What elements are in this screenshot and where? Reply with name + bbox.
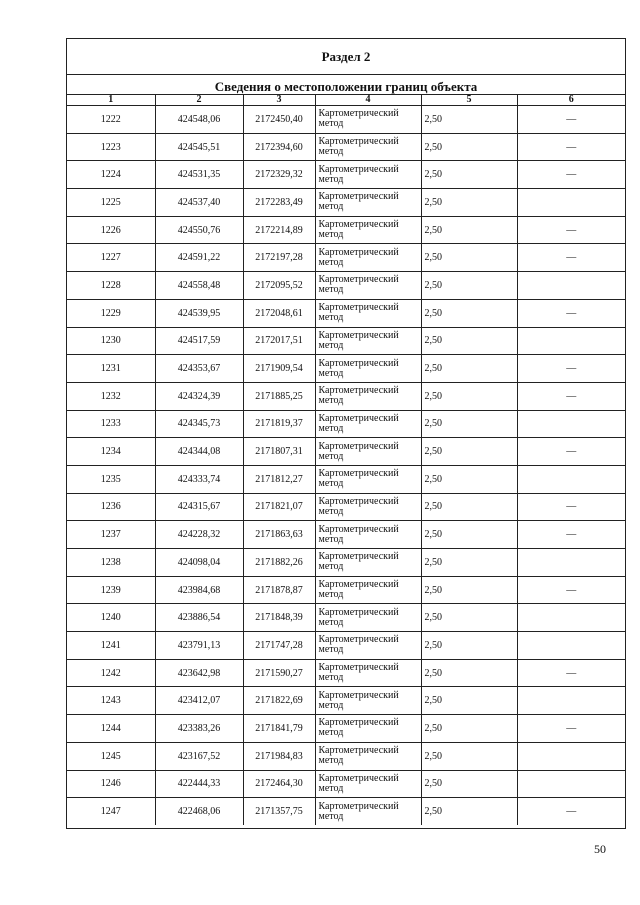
cell-note: —: [517, 715, 625, 743]
cell-point: 1232: [67, 382, 155, 410]
cell-x: 424539,95: [155, 299, 243, 327]
cell-method: Картометрический метод: [315, 549, 421, 577]
cell-x: 423984,68: [155, 576, 243, 604]
cell-y: 2172329,32: [243, 161, 315, 189]
cell-note: —: [517, 521, 625, 549]
table-row: [67, 687, 625, 715]
column-header: 3: [243, 95, 315, 106]
cell-note: [517, 549, 625, 577]
cell-point: 1230: [67, 327, 155, 355]
cell-point: 1244: [67, 715, 155, 743]
table-row: [67, 161, 625, 189]
cell-accuracy: 2,50: [421, 299, 517, 327]
cell-note: —: [517, 659, 625, 687]
cell-method: Картометрический метод: [315, 576, 421, 604]
cell-method: Картометрический метод: [315, 659, 421, 687]
cell-note: —: [517, 216, 625, 244]
cell-x: 424591,22: [155, 244, 243, 272]
cell-x: 424315,67: [155, 493, 243, 521]
cell-y: 2172450,40: [243, 106, 315, 134]
cell-note: —: [517, 438, 625, 466]
cell-x: 423886,54: [155, 604, 243, 632]
table-row: [67, 493, 625, 521]
table-row: [67, 299, 625, 327]
cell-x: 424531,35: [155, 161, 243, 189]
table-row: [67, 576, 625, 604]
cell-accuracy: 2,50: [421, 189, 517, 217]
cell-accuracy: 2,50: [421, 133, 517, 161]
cell-x: 424558,48: [155, 272, 243, 300]
cell-y: 2171909,54: [243, 355, 315, 383]
cell-y: 2171357,75: [243, 798, 315, 826]
cell-point: 1223: [67, 133, 155, 161]
cell-accuracy: 2,50: [421, 410, 517, 438]
cell-accuracy: 2,50: [421, 576, 517, 604]
cell-accuracy: 2,50: [421, 382, 517, 410]
cell-x: 424324,39: [155, 382, 243, 410]
cell-accuracy: 2,50: [421, 659, 517, 687]
cell-point: 1226: [67, 216, 155, 244]
cell-note: —: [517, 106, 625, 134]
cell-method: Картометрический метод: [315, 216, 421, 244]
cell-y: 2172095,52: [243, 272, 315, 300]
cell-y: 2171821,07: [243, 493, 315, 521]
cell-note: —: [517, 355, 625, 383]
cell-note: [517, 410, 625, 438]
table-row: [67, 798, 625, 826]
cell-accuracy: 2,50: [421, 770, 517, 798]
cell-point: 1233: [67, 410, 155, 438]
cell-method: Картометрический метод: [315, 742, 421, 770]
cell-method: Картометрический метод: [315, 382, 421, 410]
cell-point: 1227: [67, 244, 155, 272]
cell-x: 423791,13: [155, 632, 243, 660]
table-row: [67, 244, 625, 272]
column-header: 1: [67, 95, 155, 106]
cell-note: [517, 687, 625, 715]
table-row: [67, 632, 625, 660]
cell-method: Картометрический метод: [315, 770, 421, 798]
cell-y: 2171841,79: [243, 715, 315, 743]
cell-method: Картометрический метод: [315, 355, 421, 383]
cell-method: Картометрический метод: [315, 244, 421, 272]
table-body: [67, 106, 625, 826]
cell-y: 2172283,49: [243, 189, 315, 217]
cell-x: 423383,26: [155, 715, 243, 743]
cell-y: 2172464,30: [243, 770, 315, 798]
table-row: [67, 382, 625, 410]
cell-accuracy: 2,50: [421, 604, 517, 632]
table-row: [67, 438, 625, 466]
cell-x: 424545,51: [155, 133, 243, 161]
cell-note: —: [517, 576, 625, 604]
cell-x: 424548,06: [155, 106, 243, 134]
cell-accuracy: 2,50: [421, 549, 517, 577]
cell-x: 424333,74: [155, 465, 243, 493]
column-header: 2: [155, 95, 243, 106]
cell-accuracy: 2,50: [421, 715, 517, 743]
cell-method: Картометрический метод: [315, 493, 421, 521]
cell-point: 1239: [67, 576, 155, 604]
cell-note: [517, 465, 625, 493]
cell-y: 2172197,28: [243, 244, 315, 272]
cell-note: —: [517, 382, 625, 410]
cell-accuracy: 2,50: [421, 244, 517, 272]
table-row: [67, 410, 625, 438]
cell-point: 1222: [67, 106, 155, 134]
cell-y: 2171882,26: [243, 549, 315, 577]
cell-point: 1238: [67, 549, 155, 577]
cell-note: [517, 327, 625, 355]
cell-point: 1237: [67, 521, 155, 549]
cell-y: 2171984,83: [243, 742, 315, 770]
column-header: 6: [517, 95, 625, 106]
table-row: [67, 327, 625, 355]
cell-point: 1246: [67, 770, 155, 798]
cell-method: Картометрический метод: [315, 604, 421, 632]
cell-y: 2172214,89: [243, 216, 315, 244]
cell-y: 2172048,61: [243, 299, 315, 327]
cell-note: [517, 742, 625, 770]
cell-method: Картометрический метод: [315, 106, 421, 134]
cell-note: [517, 770, 625, 798]
document-frame: [66, 38, 626, 829]
table-header-row: [67, 95, 625, 106]
cell-point: 1235: [67, 465, 155, 493]
cell-y: 2171822,69: [243, 687, 315, 715]
cell-accuracy: 2,50: [421, 355, 517, 383]
table-row: [67, 742, 625, 770]
cell-method: Картометрический метод: [315, 521, 421, 549]
cell-point: 1242: [67, 659, 155, 687]
cell-accuracy: 2,50: [421, 632, 517, 660]
table-row: [67, 106, 625, 134]
cell-point: 1231: [67, 355, 155, 383]
cell-y: 2171885,25: [243, 382, 315, 410]
cell-y: 2172017,51: [243, 327, 315, 355]
cell-accuracy: 2,50: [421, 161, 517, 189]
cell-note: —: [517, 133, 625, 161]
cell-note: —: [517, 493, 625, 521]
cell-accuracy: 2,50: [421, 493, 517, 521]
cell-x: 422444,33: [155, 770, 243, 798]
cell-note: [517, 604, 625, 632]
section-subtitle: Сведения о местоположении границ объекта: [67, 75, 625, 95]
table-row: [67, 355, 625, 383]
cell-point: 1241: [67, 632, 155, 660]
column-header: 4: [315, 95, 421, 106]
cell-x: 424550,76: [155, 216, 243, 244]
cell-accuracy: 2,50: [421, 216, 517, 244]
boundary-table: [67, 95, 625, 825]
cell-x: 422468,06: [155, 798, 243, 826]
cell-y: 2172394,60: [243, 133, 315, 161]
cell-y: 2171747,28: [243, 632, 315, 660]
cell-accuracy: 2,50: [421, 327, 517, 355]
cell-note: [517, 272, 625, 300]
cell-point: 1236: [67, 493, 155, 521]
cell-note: —: [517, 299, 625, 327]
cell-x: 423412,07: [155, 687, 243, 715]
cell-note: —: [517, 798, 625, 826]
cell-x: 423167,52: [155, 742, 243, 770]
cell-accuracy: 2,50: [421, 742, 517, 770]
cell-method: Картометрический метод: [315, 798, 421, 826]
cell-point: 1228: [67, 272, 155, 300]
cell-x: 424353,67: [155, 355, 243, 383]
cell-method: Картометрический метод: [315, 438, 421, 466]
table-row: [67, 715, 625, 743]
table-row: [67, 659, 625, 687]
cell-y: 2171863,63: [243, 521, 315, 549]
cell-x: 424517,59: [155, 327, 243, 355]
cell-method: Картометрический метод: [315, 299, 421, 327]
cell-x: 424228,32: [155, 521, 243, 549]
cell-point: 1234: [67, 438, 155, 466]
cell-accuracy: 2,50: [421, 798, 517, 826]
cell-y: 2171819,37: [243, 410, 315, 438]
table-row: [67, 272, 625, 300]
cell-method: Картометрический метод: [315, 410, 421, 438]
cell-method: Картометрический метод: [315, 189, 421, 217]
table-row: [67, 549, 625, 577]
cell-point: 1229: [67, 299, 155, 327]
cell-y: 2171812,27: [243, 465, 315, 493]
cell-point: 1240: [67, 604, 155, 632]
table-row: [67, 604, 625, 632]
cell-accuracy: 2,50: [421, 521, 517, 549]
cell-x: 424344,08: [155, 438, 243, 466]
cell-x: 424098,04: [155, 549, 243, 577]
cell-point: 1243: [67, 687, 155, 715]
cell-point: 1224: [67, 161, 155, 189]
cell-accuracy: 2,50: [421, 272, 517, 300]
section-title: Раздел 2: [67, 39, 625, 75]
cell-point: 1225: [67, 189, 155, 217]
cell-method: Картометрический метод: [315, 715, 421, 743]
cell-note: [517, 632, 625, 660]
cell-point: 1245: [67, 742, 155, 770]
page-number: 50: [594, 842, 606, 856]
cell-accuracy: 2,50: [421, 465, 517, 493]
cell-accuracy: 2,50: [421, 106, 517, 134]
cell-point: 1247: [67, 798, 155, 826]
cell-method: Картометрический метод: [315, 272, 421, 300]
cell-x: 424345,73: [155, 410, 243, 438]
cell-method: Картометрический метод: [315, 133, 421, 161]
table-row: [67, 770, 625, 798]
table-row: [67, 521, 625, 549]
table-row: [67, 216, 625, 244]
cell-accuracy: 2,50: [421, 438, 517, 466]
cell-method: Картометрический метод: [315, 465, 421, 493]
cell-y: 2171807,31: [243, 438, 315, 466]
cell-note: —: [517, 161, 625, 189]
cell-accuracy: 2,50: [421, 687, 517, 715]
cell-y: 2171878,87: [243, 576, 315, 604]
table-row: [67, 189, 625, 217]
cell-x: 423642,98: [155, 659, 243, 687]
cell-note: [517, 189, 625, 217]
cell-method: Картометрический метод: [315, 161, 421, 189]
cell-method: Картометрический метод: [315, 327, 421, 355]
cell-y: 2171590,27: [243, 659, 315, 687]
cell-y: 2171848,39: [243, 604, 315, 632]
cell-x: 424537,40: [155, 189, 243, 217]
table-row: [67, 465, 625, 493]
cell-method: Картометрический метод: [315, 687, 421, 715]
cell-method: Картометрический метод: [315, 632, 421, 660]
cell-note: —: [517, 244, 625, 272]
column-header: 5: [421, 95, 517, 106]
table-row: [67, 133, 625, 161]
